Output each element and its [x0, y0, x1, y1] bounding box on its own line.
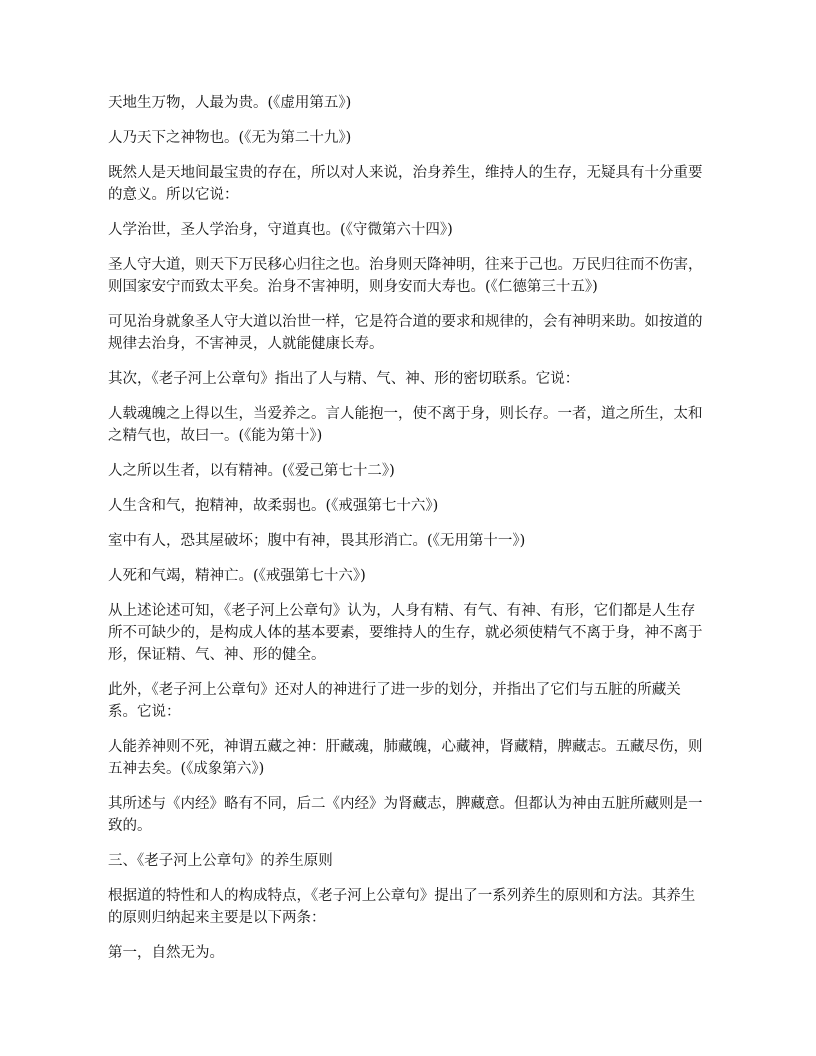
paragraph: 人之所以生者，以有精神。(《爱己第七十二》) — [108, 463, 395, 479]
paragraph: 此外，《老子河上公章句》还对人的神进行了进一步的划分，并指出了它们与五脏的所藏关系。它说： — [108, 682, 681, 720]
paragraph: 圣人守大道，则天下万民移心归往之也。治身则天降神明，往来于己也。万民归往而不伤害，则国家安宁而致太平矣。治身不害神明，则身安而大寿也。(《仁德第三十五》) — [108, 257, 703, 295]
paragraph: 其次，《老子河上公章句》指出了人与精、气、神、形的密切联系。它说： — [108, 371, 580, 387]
paragraph: 室中有人，恐其屋破坏；腹中有神，畏其形消亡。(《无用第十一》) — [108, 533, 526, 549]
paragraph: 人死和气竭，精神亡。(《戒强第七十六》) — [108, 568, 366, 584]
paragraph: 既然人是天地间最宝贵的存在，所以对人来说，治身养生，维持人的生存，无疑具有十分重要的意义。所以它说： — [108, 165, 703, 203]
paragraph: 天地生万物，人最为贵。(《虚用第五》) — [108, 95, 352, 111]
paragraph: 人能养神则不死，神谓五藏之神：肝藏魂，肺藏魄，心藏神，肾藏精，脾藏志。五藏尽伤，则五神去矣。(《成象第六》) — [108, 739, 703, 777]
paragraph: 人载魂魄之上得以生，当爱养之。言人能抱一，使不离于身，则长存。一者，道之所生，太和之精气也，故曰一。(《能为第十》) — [108, 406, 703, 444]
section-heading: 三、《老子河上公章句》的养生原则 — [108, 853, 333, 869]
paragraph: 人乃天下之神物也。(《无为第二十九》) — [108, 130, 352, 146]
paragraph: 从上述论述可知，《老子河上公章句》认为，人身有精、有气、有神、有形，它们都是人生存所不可缺少的，是构成人体的基本要素，要维持人的生存，就必须使精气不离于身，神不离于形，保证精、气、神、形的健全。 — [108, 603, 703, 663]
paragraph: 可见治身就象圣人守大道以治世一样，它是符合道的要求和规律的，会有神明来助。如按道的规律去治身，不害神灵，人就能健康长寿。 — [108, 314, 703, 352]
paragraph: 人生含和气，抱精神，故柔弱也。(《戒强第七十六》) — [108, 498, 439, 514]
paragraph: 其所述与《内经》略有不同，后二《内经》为肾藏志，脾藏意。但都认为神由五脏所藏则是一致的。 — [108, 796, 703, 834]
paragraph: 根据道的特性和人的构成特点，《老子河上公章句》提出了一系列养生的原则和方法。其养生的原则归纳起来主要是以下两条： — [108, 888, 696, 926]
paragraph: 人学治世，圣人学治身，守道真也。(《守微第六十四》) — [108, 222, 453, 238]
paragraph: 第一，自然无为。 — [108, 945, 224, 961]
document-page — [108, 92, 708, 977]
